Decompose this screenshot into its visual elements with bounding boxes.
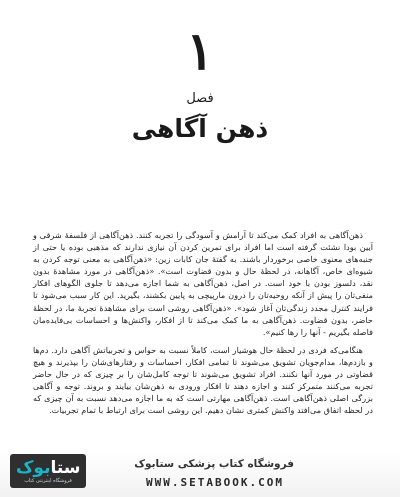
- logo-subtitle: فروشگاه اینترنتی کتاب: [24, 478, 72, 484]
- setabook-logo: [10, 454, 86, 488]
- logo-wordmark-main: ستا: [50, 458, 81, 478]
- store-url[interactable]: WWW.SETABOOK.COM: [146, 476, 284, 489]
- chapter-title: ذهن آگاهی: [131, 114, 269, 143]
- paragraph-2: هنگامی‌که فردی در لحظهٔ حال هوشیار است، کاملاً نسبت به حواس و تجربیاتش آگاهی دارد. دم‌ها و بازدم‌ها، مدام‌جویان تشویق می‌شوند تا تمامی افکار، احساسات و رفتارهای‌شان را بپذیرند و هیچ قضاوتی در مورد آنها نکنند. افراد تشویق می‌شوند تا توجه کامل‌شان را بر چیزی که در حال حاضر تجربه می‌کنند متمرکز کنند و اجازه دهند تا افکار ورودی به ذهن‌شان بیایند و بروند. توجه و آگاهی بزرگی اصلی ذهن‌آگاهی است. ذهن‌آگاهی مهارتی است که به ما اجازه می‌دهد نسبت به آن چیزی که در لحظه اتفاق می‌افتد واکنش کمتری نشان دهیم. این روشی است برای ارتباط با تمام تجربیات.: [33, 344, 373, 416]
- chapter-body: [33, 229, 373, 416]
- logo-wordmark: [16, 459, 81, 477]
- chapter-number: ۱: [186, 21, 214, 82]
- logo-wordmark-accent: بوک: [16, 458, 51, 478]
- chapter-label: فصل: [186, 91, 214, 106]
- store-name: فروشگاه کتاب پزشکی ستابوک: [134, 458, 294, 470]
- paragraph-1: ذهن‌آگاهی به افراد کمک می‌کند تا آرامش و آسودگی را تجربه کنند. ذهن‌آگاهی از فلسفهٔ شرقی و آیین بودا نشئت گرفته است اما افراد برای تمرین کردن آن نیازی ندارند که مذهبی بوده یا حتی از جنبه‌های معنوی خاصی برخوردار باشند. به گفتهٔ جان کابات زین: «ذهن‌آگاهی به معنی توجه کردن به شیوه‌ای خاص، آگاهانه، در لحظهٔ حال و بدون قضاوت است». «ذهن‌آگاهی در مورد مشاهدهٔ بدون نقد، دلسوز بودن با خود است. در اصل، ذهن‌آگاهی به شما اجازه می‌دهد تا جلوی الگوهای افکار منفی‌تان را پیش از آنکه روحیه‌تان را درون مارپیچی به پایین بکشند، بگیرید. این کار سبب می‌شود تا فرایند کنترل مجدد زندگی‌تان آغاز شود». «ذهن‌آگاهی روشی است برای مشاهدهٔ تجربهٔ ما، در لحظهٔ حاضر، بدون قضاوت. ذهن‌آگاهی به ما کمک می‌کند تا از افکار، واکنش‌ها و احساسات بی‌فایده‌مان فاصله بگیریم - آنها را رها کنیم».: [33, 230, 373, 337]
